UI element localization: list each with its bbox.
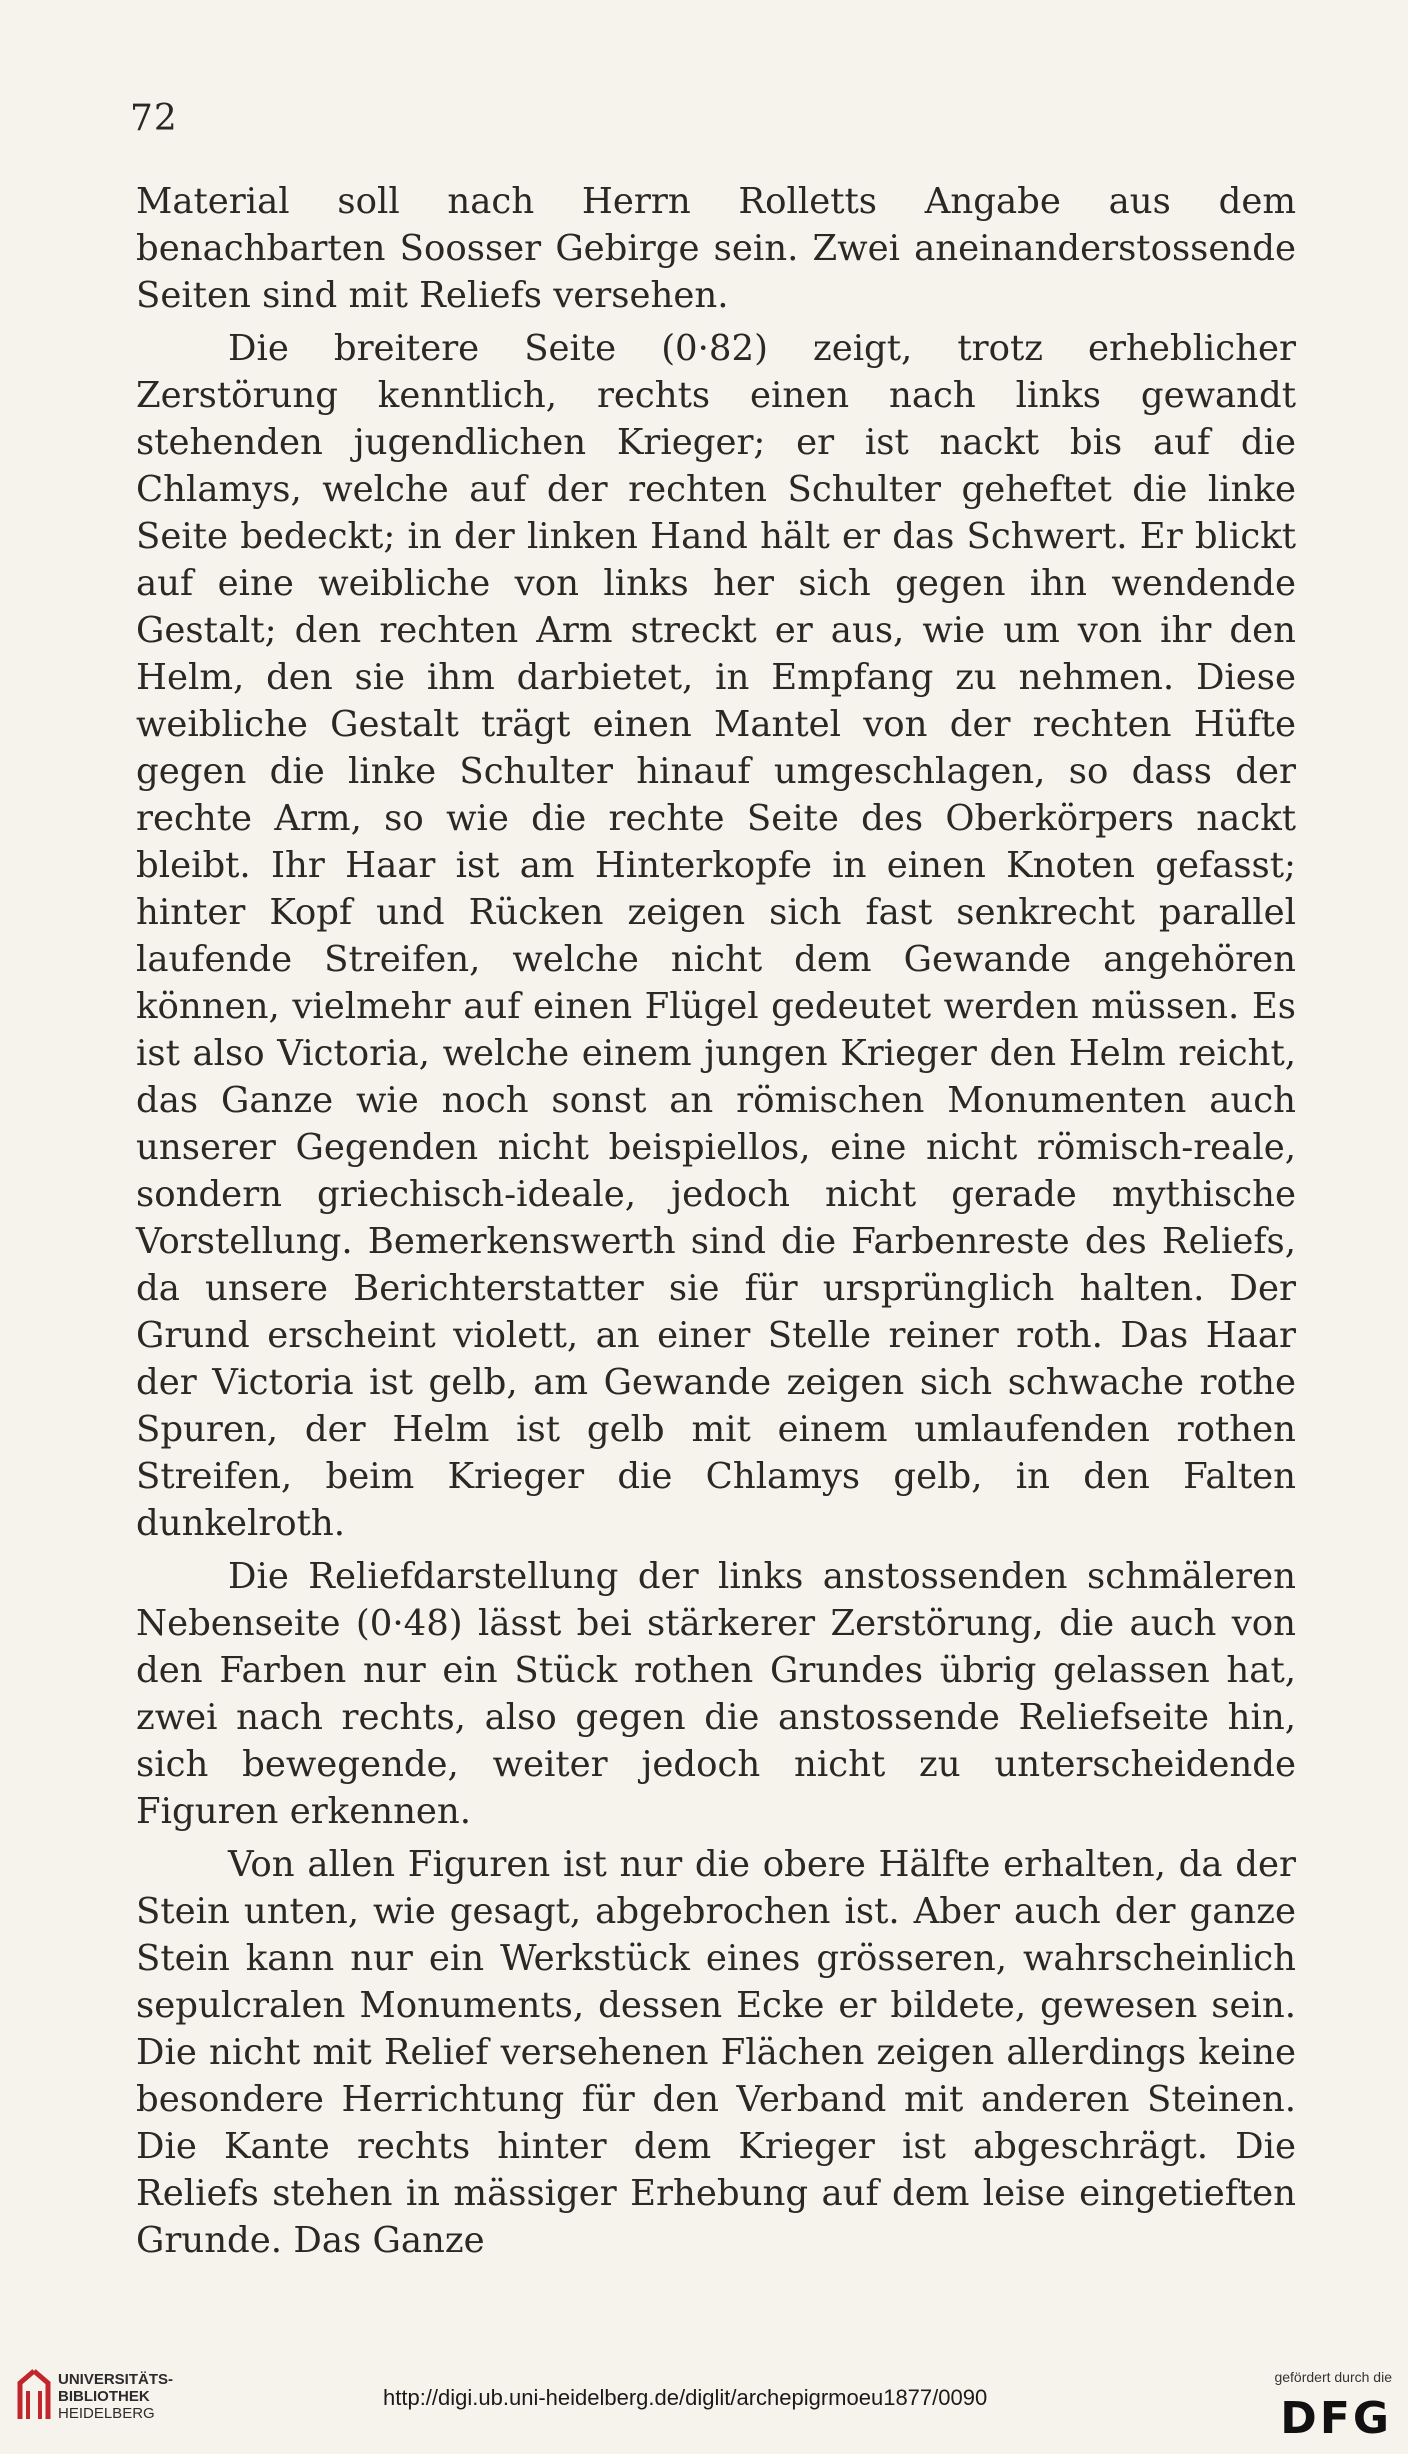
dfg-logo-icon: DFG (1280, 2393, 1392, 2444)
paragraph: Material soll nach Herrn Rolletts Angabe aus dem benachbarten Soosser Gebirge sein. Zwei aneinanderstossende Seiten sind mit Reliefs versehen. (136, 181, 1296, 316)
paragraph: Von allen Figuren ist nur die obere Hälfte erhalten, da der Stein unten, wie gesagt, abgebrochen ist. Aber auch der ganze Stein kann nur ein Werkstück eines grösseren, wahrscheinlich sepulcralen Monuments, dessen Ecke er bildete, gewesen sein. Die nicht mit Relief versehenen Flächen zeigen allerdings keine besondere Herrichtung für den Verband mit anderen Steinen. Die Kante rechts hinter dem Krieger ist abgeschrägt. Die Reliefs stehen in mässiger Erhebung auf dem leise eingetieften Grunde. Das Ganze (136, 1844, 1296, 2261)
paragraph: Die Reliefdarstellung der links anstossenden schmäleren Nebenseite (0·48) lässt bei stärkerer Zerstörung, die auch von den Farben nur ein Stück rothen Grundes übrig gelassen hat, zwei nach rechts, also gegen die anstossende Reliefseite hin, sich bewegende, weiter jedoch nicht zu unterscheidende Figuren erkennen. (136, 1556, 1296, 1832)
paragraph: Die breitere Seite (0·82) zeigt, trotz erheblicher Zerstörung kenntlich, rechts einen nach links gewandt stehenden jugendlichen Krieger; er ist nackt bis auf die Chlamys, welche auf der rechten Schulter geheftet die linke Seite bedeckt; in der linken Hand hält er das Schwert. Er blickt auf eine weibliche von links her sich gegen ihn wendende Gestalt; den rechten Arm streckt er aus, wie um von ihr den Helm, den sie ihm darbietet, in Empfang zu nehmen. Diese weibliche Gestalt trägt einen Mantel von der rechten Hüfte gegen die linke Schulter hinauf umgeschlagen, so dass der rechte Arm, so wie die rechte Seite des Oberkörpers nackt bleibt. Ihr Haar ist am Hinterkopfe in einen Knoten gefasst; hinter Kopf und Rücken zeigen sich fast senkrecht parallel laufende Streifen, welche nicht dem Gewande angehören können, vielmehr auf einen Flügel gedeutet werden müssen. Es ist also Victoria, welche einem jungen Krieger den Helm reicht, das Ganze wie noch sonst an römischen Monumenten auch unserer Gegenden nicht beispiellos, eine nicht römisch-reale, sondern griechisch-ideale, jedoch nicht gerade mythische Vorstellung. Bemerkenswerth sind die Farbenreste des Reliefs, da unsere Berichterstatter sie für ursprünglich halten. Der Grund erscheint violett, an einer Stelle reiner roth. Das Haar der Victoria ist gelb, am Gewande zeigen sich schwache rothe Spuren, der Helm ist gelb mit einem umlaufenden rothen Streifen, beim Krieger die Chlamys gelb, in den Falten dunkelroth. (136, 328, 1296, 1544)
page-number: 72 (130, 98, 178, 139)
sponsor-text: gefördert durch die (1274, 2369, 1392, 2385)
library-name (58, 2371, 173, 2422)
permalink-url[interactable]: http://digi.ub.uni-heidelberg.de/diglit/archepigrmoeu1877/0090 (383, 2385, 988, 2410)
university-library-logo-icon (14, 2367, 54, 2423)
library-name-line: BIBLIOTHEK (58, 2388, 150, 2405)
footer (0, 2355, 1408, 2454)
library-name-line: UNIVERSITÄTS- (58, 2371, 174, 2388)
library-name-line: HEIDELBERG (58, 2405, 155, 2422)
body-text (136, 178, 1296, 2264)
